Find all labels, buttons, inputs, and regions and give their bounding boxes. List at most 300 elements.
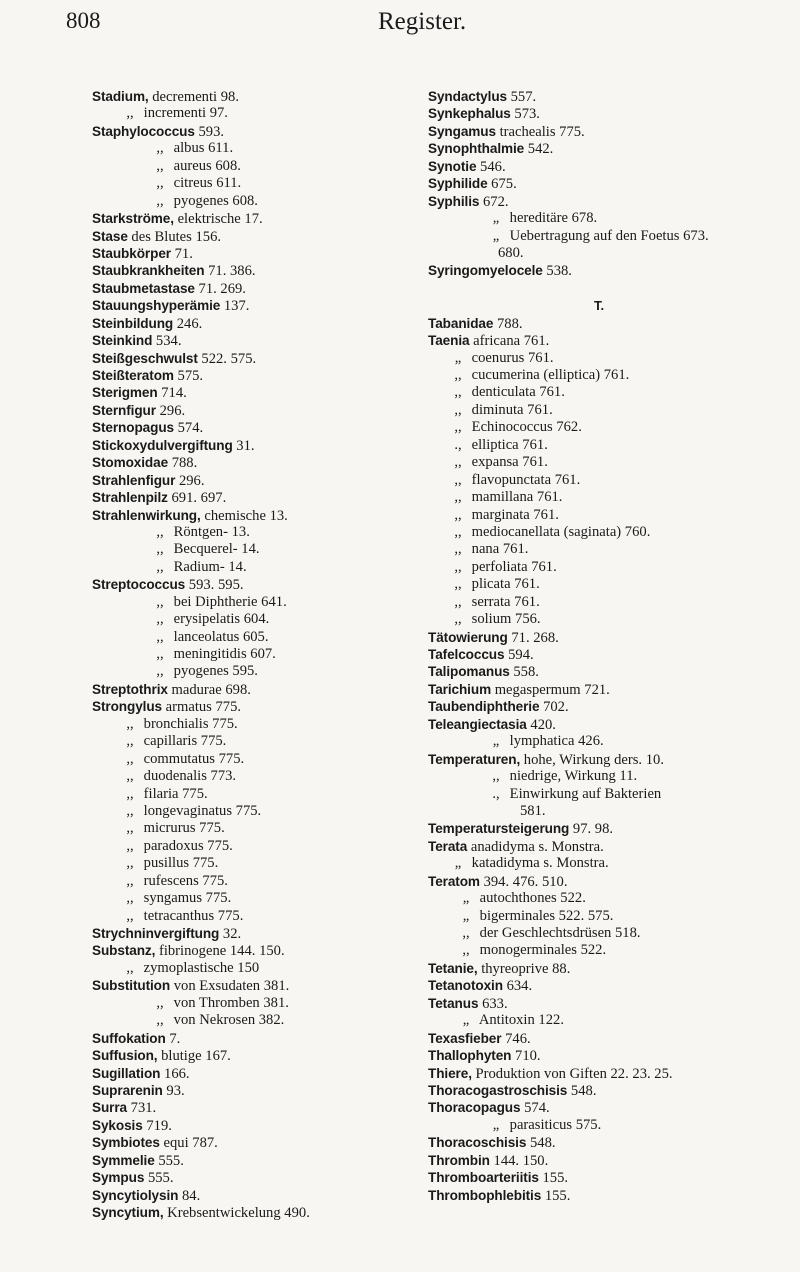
index-entry <box>428 140 788 157</box>
index-references: 788. <box>493 315 523 332</box>
index-entry <box>92 925 422 942</box>
ditto-mark: ,, <box>156 611 164 628</box>
index-term: Terata <box>428 838 468 854</box>
index-references: katadidyma s. Monstra. <box>468 855 609 872</box>
index-entry <box>92 768 422 785</box>
index-references: von Nekrosen 382. <box>170 1012 285 1029</box>
ditto-mark: ,, <box>156 558 164 575</box>
index-references: 7. <box>165 1030 181 1047</box>
index-entry <box>92 942 422 959</box>
ditto-mark: „ <box>454 349 462 366</box>
index-references: autochthones 522. <box>476 890 586 907</box>
index-term: Thoracopagus <box>428 1100 521 1116</box>
ditto-mark: ,, <box>454 454 462 471</box>
index-entry <box>92 1065 422 1082</box>
index-references: Krebsentwickelung 490. <box>163 1205 310 1221</box>
index-references: commutatus 775. <box>140 750 245 767</box>
index-references: Einwirkung auf Bakterien <box>506 785 662 802</box>
index-references: Uebertragung auf den Foetus 673. <box>506 227 709 244</box>
index-references: trachealis 775. <box>495 123 585 140</box>
index-entry <box>428 1152 788 1169</box>
index-references: 634. <box>502 978 533 995</box>
index-term: Syncytium, <box>92 1205 164 1220</box>
ditto-mark: ,, <box>126 750 134 767</box>
index-term: Syngamus <box>428 123 496 139</box>
index-entry <box>428 507 788 524</box>
index-term: Starkströme, <box>92 211 174 227</box>
index-references: tetracanthus 775. <box>140 907 244 924</box>
page-number: 808 <box>66 8 101 33</box>
index-entry <box>428 472 788 489</box>
index-entry <box>92 280 422 297</box>
index-entry <box>92 803 422 820</box>
index-references: 573. <box>510 106 540 123</box>
index-term: Sykosis <box>92 1117 143 1133</box>
index-entry <box>428 1117 788 1134</box>
index-entry <box>92 541 422 558</box>
ditto-mark: ,, <box>454 471 462 488</box>
index-term: Syphilide <box>428 176 488 192</box>
index-references: 522. 575. <box>197 350 257 367</box>
index-references: 137. <box>220 298 250 315</box>
index-entry <box>92 960 422 977</box>
index-references: fibrinogene 144. 150. <box>155 943 285 960</box>
index-entry <box>92 1169 422 1186</box>
ditto-mark: ,, <box>156 994 164 1011</box>
index-references: der Geschlechtsdrüsen 518. <box>476 925 641 941</box>
index-references: filaria 775. <box>140 785 208 802</box>
index-entry <box>428 716 788 733</box>
index-references: 71. 268. <box>507 629 559 646</box>
index-term: Taenia <box>428 333 470 349</box>
index-term: Syringomyelocele <box>428 263 543 279</box>
index-entry <box>428 594 788 611</box>
ditto-mark: ,, <box>126 785 134 802</box>
index-entry <box>92 472 422 489</box>
index-entry <box>92 1134 422 1151</box>
ditto-mark: „ <box>462 907 470 924</box>
index-term: Stauungshyperämie <box>92 298 221 314</box>
index-references: 633. <box>478 995 508 1012</box>
index-term: Substanz, <box>92 943 156 959</box>
index-references: 555. <box>154 1152 184 1169</box>
index-entry <box>428 1012 788 1029</box>
index-entry <box>428 1134 788 1151</box>
index-entry <box>92 838 422 855</box>
index-entry <box>92 1012 422 1029</box>
index-references: 296. <box>175 472 205 489</box>
index-entry <box>428 646 788 663</box>
index-entry <box>92 1047 422 1064</box>
index-references: duodenalis 773. <box>140 768 237 785</box>
index-entry <box>92 175 422 192</box>
index-references: equi 787. <box>159 1135 218 1152</box>
ditto-mark: ., <box>492 785 500 802</box>
index-references: hereditäre 678. <box>506 210 598 227</box>
index-entry <box>92 437 422 454</box>
index-term: Synkephalus <box>428 106 511 122</box>
index-references: longevaginatus 775. <box>140 802 262 819</box>
index-references: 155. <box>541 1187 571 1204</box>
ditto-mark: ,, <box>454 419 462 436</box>
index-entry <box>428 803 788 820</box>
index-entry <box>92 629 422 646</box>
index-entry <box>428 1169 788 1186</box>
index-term: Thoracoschisis <box>428 1135 527 1151</box>
index-column-right <box>428 88 788 1204</box>
index-term: Synotie <box>428 158 477 174</box>
index-entry <box>428 698 788 715</box>
section-letter-heading: T. <box>593 298 605 314</box>
index-references: 296. <box>155 402 186 419</box>
index-references: 542. <box>524 141 554 158</box>
index-references: africana 761. <box>469 333 550 350</box>
index-entry <box>92 297 422 314</box>
ditto-mark: ,, <box>454 489 462 506</box>
index-entry <box>428 1099 788 1116</box>
index-references: monogerminales 522. <box>476 942 607 959</box>
ditto-mark: ,, <box>156 663 164 680</box>
ditto-mark: ,, <box>156 140 164 157</box>
index-references: 575. <box>173 368 204 384</box>
ditto-mark: ,, <box>454 541 462 558</box>
ditto-mark: ,, <box>156 593 164 610</box>
index-entry <box>92 733 422 750</box>
index-references: 548. <box>567 1082 597 1099</box>
index-entry <box>428 925 788 942</box>
index-references: 702. <box>539 699 569 716</box>
index-references: diminuta 761. <box>468 401 553 418</box>
ditto-mark: ,, <box>126 837 134 854</box>
index-entry <box>428 733 788 750</box>
ditto-mark: ,, <box>156 646 164 662</box>
index-entry <box>92 123 422 140</box>
index-references: chemische 13. <box>200 507 288 524</box>
index-entry <box>428 158 788 175</box>
ditto-mark: „ <box>492 1116 500 1133</box>
index-references: solium 756. <box>468 611 541 628</box>
index-term: Tarichium <box>428 681 492 697</box>
ditto-mark: ,, <box>126 802 134 819</box>
index-references: denticulata 761. <box>468 384 565 401</box>
index-term: Tetanus <box>428 995 479 1011</box>
index-entry <box>92 1152 422 1169</box>
index-references: thyreoprive 88. <box>477 960 571 977</box>
index-entry <box>428 890 788 907</box>
index-entry <box>92 228 422 245</box>
index-entry <box>92 820 422 837</box>
index-term: Substitution <box>92 978 171 994</box>
index-entry <box>92 193 422 210</box>
index-entry <box>92 995 422 1012</box>
ditto-mark: ,, <box>126 959 134 976</box>
index-references: 97. 98. <box>569 821 614 838</box>
index-term: Strongylus <box>92 699 162 715</box>
index-references: syngamus 775. <box>140 890 232 907</box>
ditto-mark: ,, <box>126 907 134 924</box>
index-entry <box>92 611 422 628</box>
index-references: elliptica 761. <box>468 436 548 453</box>
index-references: Becquerel- 14. <box>170 541 260 558</box>
ditto-mark: ,, <box>126 890 134 907</box>
index-references: 71. 269. <box>194 280 246 297</box>
index-references: Echinococcus 762. <box>468 419 582 436</box>
ditto-mark: ,, <box>454 558 462 575</box>
index-term: Tetanie, <box>428 960 478 976</box>
ditto-mark: ,, <box>454 384 462 401</box>
index-entry <box>428 786 788 803</box>
ditto-mark: ,, <box>454 576 462 593</box>
index-term: Tetanotoxin <box>428 978 503 994</box>
index-entry <box>428 1030 788 1047</box>
index-references: 31. <box>232 437 255 454</box>
index-references: bei Diphtherie 641. <box>170 593 287 610</box>
index-entry <box>92 1099 422 1116</box>
index-entry <box>92 454 422 471</box>
blank-line <box>428 280 788 297</box>
ditto-mark: ,, <box>462 925 470 941</box>
index-term: Tätowierung <box>428 629 508 645</box>
index-term: Stickoxydulvergiftung <box>92 437 233 453</box>
index-term: Tabanidae <box>428 315 494 331</box>
index-references: flavopunctata 761. <box>468 471 581 488</box>
index-entry <box>428 402 788 419</box>
index-references: 581. <box>520 802 546 819</box>
index-references: pyogenes 608. <box>170 192 258 209</box>
index-term: Surra <box>92 1100 128 1116</box>
index-references: 246. <box>173 315 203 332</box>
index-references: megaspermum 721. <box>491 681 610 698</box>
index-entry <box>428 193 788 210</box>
index-references: Antitoxin 122. <box>476 1012 564 1029</box>
index-term: Suprarenin <box>92 1082 163 1098</box>
index-references: marginata 761. <box>468 506 559 523</box>
index-entry <box>428 367 788 384</box>
index-term: Sugillation <box>92 1065 161 1081</box>
index-term: Thallophyten <box>428 1048 512 1064</box>
page-header <box>0 8 800 40</box>
index-entry <box>428 559 788 576</box>
index-entry <box>92 576 422 593</box>
running-head: Register. <box>378 8 467 35</box>
index-term: Synophthalmie <box>428 141 525 157</box>
index-references: 93. <box>162 1082 185 1099</box>
ditto-mark: ,, <box>126 715 134 732</box>
index-references: capillaris 775. <box>140 733 227 750</box>
index-references: 710. <box>511 1048 541 1065</box>
index-entry <box>428 838 788 855</box>
index-references: coenurus 761. <box>468 349 554 366</box>
index-term: Thromboarteriitis <box>428 1170 539 1186</box>
index-term: Suffusion, <box>92 1048 158 1064</box>
index-entry <box>92 873 422 890</box>
index-entry <box>92 977 422 994</box>
index-references: decrementi 98. <box>148 89 239 105</box>
index-entry <box>92 663 422 680</box>
index-references: 555. <box>144 1170 174 1187</box>
ditto-mark: ,, <box>156 628 164 645</box>
index-entry <box>428 1187 788 1204</box>
index-references: zymoplastische 150 <box>140 959 260 976</box>
index-entry <box>92 350 422 367</box>
index-entry <box>92 698 422 715</box>
ditto-mark: ,, <box>462 942 470 959</box>
index-entry <box>428 123 788 140</box>
index-references: 394. 476. 510. <box>479 873 568 890</box>
index-references: 574. <box>173 420 204 437</box>
index-entry <box>428 105 788 122</box>
index-entry <box>428 1082 788 1099</box>
index-term: Steinbildung <box>92 315 174 331</box>
index-term: Suffokation <box>92 1030 166 1046</box>
index-references: parasiticus 575. <box>506 1116 602 1133</box>
index-term: Sternopagus <box>92 420 174 436</box>
index-references: micrurus 775. <box>140 820 225 837</box>
index-term: Sternfigur <box>92 402 156 418</box>
index-entry <box>92 716 422 733</box>
ditto-mark: ,, <box>156 157 164 174</box>
index-references: 675. <box>487 176 517 193</box>
index-entry <box>428 541 788 558</box>
index-references: elektrische 17. <box>173 211 263 228</box>
index-term: Thoracogastroschisis <box>428 1082 568 1098</box>
index-references: 714. <box>157 385 187 402</box>
ditto-mark: „ <box>462 890 470 907</box>
index-term: Tafelcoccus <box>428 647 505 662</box>
index-entry <box>92 1082 422 1099</box>
index-entry <box>92 419 422 436</box>
index-references: pusillus 775. <box>140 855 219 872</box>
index-entry <box>428 524 788 541</box>
index-references: Radium- 14. <box>170 558 247 575</box>
index-entry <box>92 507 422 524</box>
index-references: erysipelatis 604. <box>170 611 270 628</box>
index-term: Steißteratom <box>92 368 174 383</box>
index-term: Thrombophlebitis <box>428 1187 542 1203</box>
index-entry <box>428 977 788 994</box>
index-entry <box>428 332 788 349</box>
index-references: 546. <box>476 158 506 175</box>
index-entry <box>92 140 422 157</box>
index-references: incrementi 97. <box>140 105 228 122</box>
index-references: 32. <box>219 926 242 942</box>
index-entry <box>428 873 788 890</box>
index-term: Staphylococcus <box>92 123 195 139</box>
index-entry <box>92 384 422 401</box>
ditto-mark: ,, <box>126 872 134 889</box>
index-references: 672. <box>479 193 509 210</box>
index-references: 538. <box>542 263 572 280</box>
index-references: paradoxus 775. <box>140 837 233 854</box>
index-term: Temperatursteigerung <box>428 821 570 837</box>
index-entry <box>92 594 422 611</box>
index-entry <box>428 262 788 279</box>
index-entry <box>428 245 788 262</box>
index-term: Symmelie <box>92 1152 155 1168</box>
ditto-mark: ,, <box>156 541 164 558</box>
index-entry <box>92 1030 422 1047</box>
index-term: Thiere, <box>428 1065 472 1081</box>
index-entry <box>428 384 788 401</box>
index-column-left <box>92 88 422 1221</box>
index-entry <box>92 855 422 872</box>
index-references: lymphatica 426. <box>506 733 604 750</box>
index-references: aureus 608. <box>170 157 241 174</box>
index-entry <box>428 855 788 872</box>
index-entry <box>428 210 788 227</box>
index-references: Produktion von Giften 22. 23. 25. <box>471 1065 673 1082</box>
index-entry <box>428 489 788 506</box>
index-entry <box>92 751 422 768</box>
index-references: anadidyma s. Monstra. <box>467 838 604 855</box>
index-term: Steißgeschwulst <box>92 350 198 366</box>
index-term: Strychninvergiftung <box>92 926 220 941</box>
ditto-mark: ,, <box>156 175 164 192</box>
ditto-mark: ,, <box>126 855 134 872</box>
index-references: bronchialis 775. <box>140 715 238 732</box>
ditto-mark: ,, <box>126 733 134 750</box>
index-entry <box>92 681 422 698</box>
index-entry <box>428 1047 788 1064</box>
index-references: Röntgen- 13. <box>170 523 250 540</box>
index-references: albus 611. <box>170 140 234 157</box>
index-entry <box>428 942 788 959</box>
index-entry <box>92 1117 422 1134</box>
index-entry <box>428 629 788 646</box>
index-entry <box>428 437 788 454</box>
index-term: Syndactylus <box>428 89 507 104</box>
ditto-mark: „ <box>492 227 500 244</box>
index-entry <box>428 611 788 628</box>
index-entry <box>92 489 422 506</box>
index-references: 71. <box>170 245 193 262</box>
index-term: Staubkörper <box>92 245 171 261</box>
index-references: von Exsudaten 381. <box>170 978 290 995</box>
index-term: Sterigmen <box>92 385 158 401</box>
index-entry <box>428 960 788 977</box>
ditto-mark: ,, <box>454 401 462 418</box>
index-entry <box>428 1065 788 1082</box>
index-entry <box>92 332 422 349</box>
index-references: 593. 595. <box>185 577 244 594</box>
index-entry <box>92 646 422 663</box>
index-references: 548. <box>526 1135 556 1152</box>
index-references: 144. 150. <box>489 1152 549 1169</box>
index-term: Talipomanus <box>428 664 510 680</box>
index-term: Thrombin <box>428 1152 490 1168</box>
index-references: 574. <box>520 1100 550 1117</box>
index-entry <box>428 751 788 768</box>
index-term: Symbiotes <box>92 1135 160 1151</box>
ditto-mark: ., <box>454 436 462 453</box>
index-term: Sympus <box>92 1170 145 1186</box>
index-references: rufescens 775. <box>140 872 228 889</box>
ditto-mark: ,, <box>454 367 462 383</box>
index-term: Temperaturen, <box>428 751 521 767</box>
index-references: 746. <box>501 1030 531 1047</box>
index-references: expansa 761. <box>468 454 548 471</box>
index-references: 420. <box>526 716 556 733</box>
index-entry <box>92 1204 422 1221</box>
index-references: niedrige, Wirkung 11. <box>506 768 638 785</box>
index-entry <box>92 158 422 175</box>
index-entry <box>428 315 788 332</box>
index-entry <box>92 559 422 576</box>
index-entry <box>92 315 422 332</box>
index-term: Streptothrix <box>92 681 168 697</box>
ditto-mark: „ <box>492 733 500 750</box>
index-references: 680. <box>498 244 524 261</box>
